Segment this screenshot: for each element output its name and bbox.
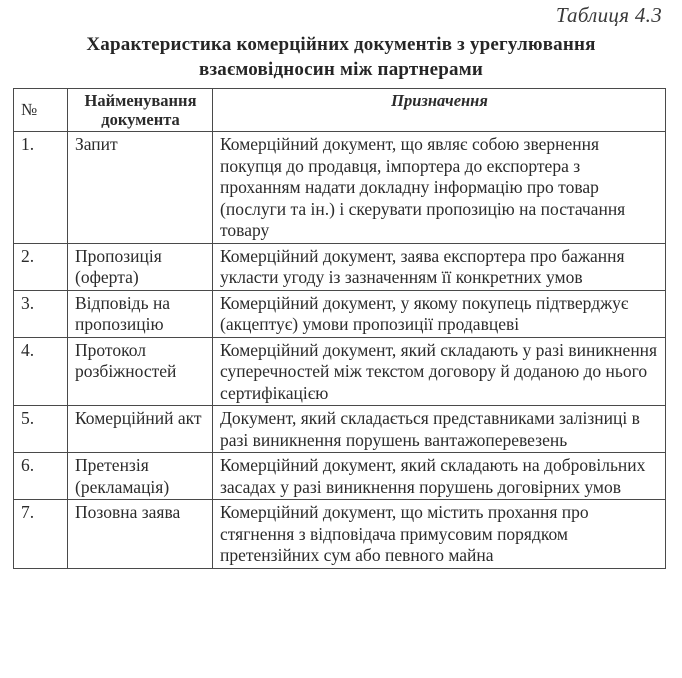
row-name: Претензія (рекламація)	[68, 453, 213, 500]
row-number: 6.	[14, 453, 68, 500]
row-purpose: Документ, який складається представниками залізниці в разі виникнення порушень вантажоперевезень	[213, 406, 666, 453]
row-purpose: Комерційний документ, що містить прохання про стягнення з відповідача примусовим порядком претензійних сум або певного майна	[213, 500, 666, 569]
row-number: 7.	[14, 500, 68, 569]
caption-line-1: Характеристика комерційних документів з урегулювання	[86, 34, 596, 55]
caption-line-2: взаємовідносин між партнерами	[199, 59, 483, 80]
table-number: Таблиця 4.3	[555, 3, 662, 27]
documents-table	[13, 88, 666, 569]
row-purpose: Комерційний документ, у якому покупець підтверджує (акцептує) умови пропозиції продавцеві	[213, 290, 666, 337]
header-number: №	[14, 89, 68, 132]
table-row	[14, 243, 666, 290]
row-number: 4.	[14, 337, 68, 406]
table-header-row	[14, 89, 666, 132]
table-row	[14, 500, 666, 569]
table-caption	[0, 32, 682, 82]
row-number: 1.	[14, 132, 68, 244]
row-name: Відповідь на пропозицію	[68, 290, 213, 337]
header-purpose: Призначення	[213, 89, 666, 132]
table-row	[14, 290, 666, 337]
row-purpose: Комерційний документ, який складають на добровільних засадах у разі виникнення порушень договірних умов	[213, 453, 666, 500]
table-row	[14, 337, 666, 406]
table-row	[14, 132, 666, 244]
row-name: Протокол розбіжностей	[68, 337, 213, 406]
row-name: Пропозиція (оферта)	[68, 243, 213, 290]
table-row	[14, 406, 666, 453]
row-number: 5.	[14, 406, 68, 453]
row-purpose: Комерційний документ, що являє собою звернення покупця до продавця, імпортера до експортера з проханням надати докладну інформацію про товар (послуги та ін.) і скерувати пропозицію на постачання товару	[213, 132, 666, 244]
row-purpose: Комерційний документ, заява експортера про бажання укласти угоду із зазначенням її конкретних умов	[213, 243, 666, 290]
row-number: 2.	[14, 243, 68, 290]
header-name: Найменування документа	[68, 89, 213, 132]
row-name: Позовна заява	[68, 500, 213, 569]
row-name: Комерційний акт	[68, 406, 213, 453]
table-row	[14, 453, 666, 500]
row-number: 3.	[14, 290, 68, 337]
row-name: Запит	[68, 132, 213, 244]
row-purpose: Комерційний документ, який складають у разі виникнення суперечностей між текстом договору й доданою до нього сертифікацією	[213, 337, 666, 406]
